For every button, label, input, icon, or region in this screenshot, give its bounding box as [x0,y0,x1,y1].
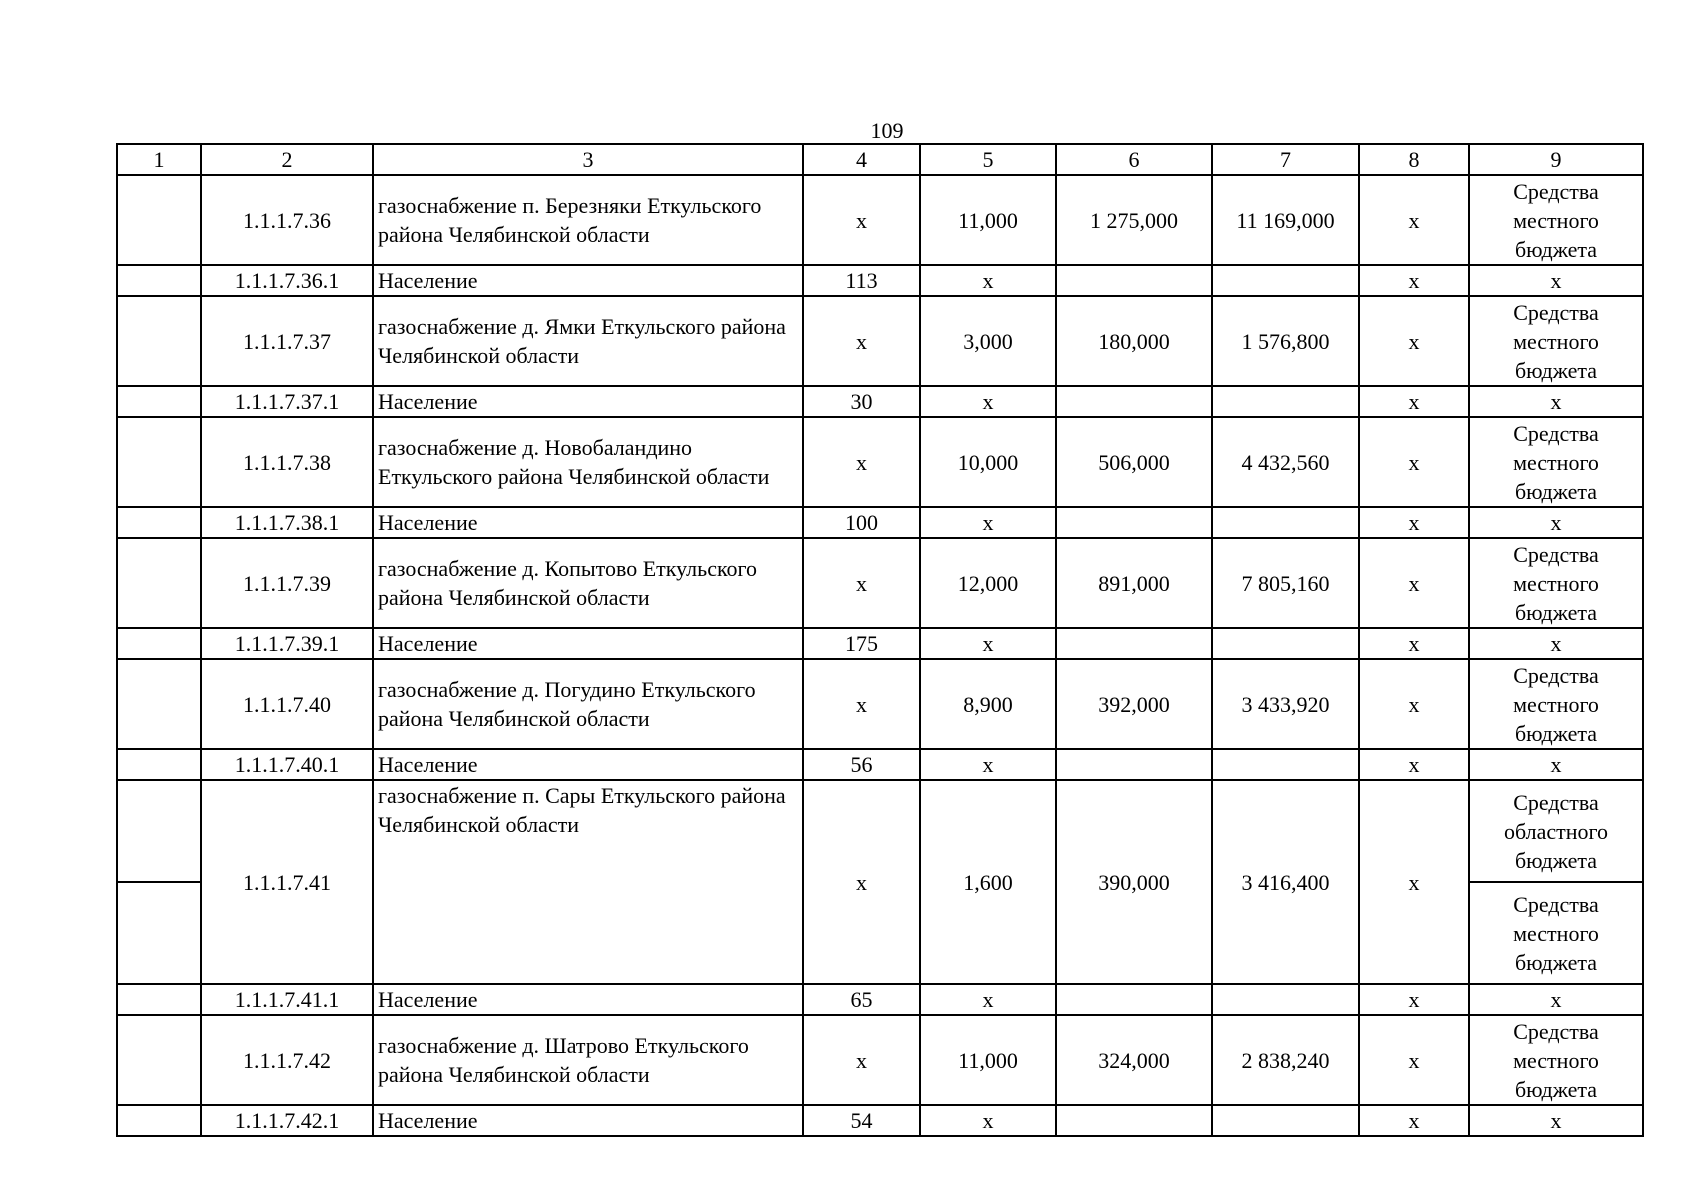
cell-col6 [1056,984,1212,1015]
cell-col6: 1 275,000 [1056,175,1212,265]
col-header-2: 2 [201,144,373,175]
cell-col8: х [1359,628,1469,659]
cell-col6 [1056,386,1212,417]
cell-code: 1.1.1.7.39.1 [201,628,373,659]
cell-col6: 324,000 [1056,1015,1212,1105]
col-header-7: 7 [1212,144,1359,175]
cell-index [117,538,201,628]
cell-index [117,1015,201,1105]
cell-description: газоснабжение д. Копытово Еткульского района Челябинской области [373,538,803,628]
cell-col4: х [803,296,920,386]
cell-code: 1.1.1.7.37 [201,296,373,386]
cell-description: Население [373,386,803,417]
cell-col7 [1212,984,1359,1015]
cell-description: Население [373,749,803,780]
cell-col4: х [803,417,920,507]
cell-code: 1.1.1.7.40 [201,659,373,749]
cell-col5: х [920,386,1056,417]
col-header-8: 8 [1359,144,1469,175]
cell-funding-source: Средства местного бюджета [1469,538,1643,628]
table-row [117,417,1643,507]
cell-code: 1.1.1.7.42 [201,1015,373,1105]
cell-description: Население [373,984,803,1015]
table-row [117,386,1643,417]
cell-col7 [1212,1105,1359,1136]
cell-description: газоснабжение д. Погудино Еткульского района Челябинской области [373,659,803,749]
cell-code: 1.1.1.7.36 [201,175,373,265]
cell-col8: х [1359,265,1469,296]
table-row [117,296,1643,386]
page-number: 109 [870,118,904,143]
cell-col5: 12,000 [920,538,1056,628]
cell-col6: 180,000 [1056,296,1212,386]
cell-col4: х [803,538,920,628]
cell-index [117,417,201,507]
cell-funding-source: х [1469,507,1643,538]
cell-index [117,386,201,417]
col-header-6: 6 [1056,144,1212,175]
table-row [117,659,1643,749]
cell-col4: х [803,659,920,749]
cell-col8: х [1359,296,1469,386]
table-row [117,538,1643,628]
cell-description: Население [373,1105,803,1136]
cell-col8: х [1359,780,1469,984]
cell-col7: 4 432,560 [1212,417,1359,507]
cell-index [117,984,201,1015]
cell-col7 [1212,386,1359,417]
cell-col5: 11,000 [920,175,1056,265]
cell-col8: х [1359,659,1469,749]
cell-col5: х [920,984,1056,1015]
cell-col6 [1056,507,1212,538]
cell-description: Население [373,507,803,538]
table-row [117,749,1643,780]
cell-code: 1.1.1.7.42.1 [201,1105,373,1136]
cell-funding-source: Средства местного бюджета [1469,417,1643,507]
cell-funding-source: Средства местного бюджета [1469,659,1643,749]
cell-col4: 113 [803,265,920,296]
cell-col5: 11,000 [920,1015,1056,1105]
cell-index [117,749,201,780]
table-row [117,1015,1643,1105]
cell-col7 [1212,265,1359,296]
cell-funding-source: х [1469,628,1643,659]
cell-col7 [1212,507,1359,538]
cell-code: 1.1.1.7.39 [201,538,373,628]
cell-col6 [1056,1105,1212,1136]
col-header-9: 9 [1469,144,1643,175]
table-row [117,507,1643,538]
cell-col6 [1056,749,1212,780]
cell-col8: х [1359,417,1469,507]
cell-index [117,265,201,296]
cell-col4: 54 [803,1105,920,1136]
cell-col7 [1212,628,1359,659]
cell-col5: х [920,749,1056,780]
cell-col5: х [920,628,1056,659]
cell-col7: 3 433,920 [1212,659,1359,749]
cell-description: газоснабжение п. Сары Еткульского района Челябинской области [373,780,803,984]
cell-col8: х [1359,749,1469,780]
cell-col5: 3,000 [920,296,1056,386]
cell-col6: 390,000 [1056,780,1212,984]
cell-col6 [1056,628,1212,659]
cell-index [117,628,201,659]
table-row [117,984,1643,1015]
cell-funding-source-local: Средства местного бюджета [1469,882,1643,984]
budget-table [116,143,1644,1137]
cell-col4: 65 [803,984,920,1015]
cell-col4: 30 [803,386,920,417]
cell-col6: 891,000 [1056,538,1212,628]
cell-col7: 7 805,160 [1212,538,1359,628]
cell-col5: 1,600 [920,780,1056,984]
cell-col5: 10,000 [920,417,1056,507]
table-row [117,628,1643,659]
cell-index [117,1105,201,1136]
cell-col4: 100 [803,507,920,538]
cell-col8: х [1359,984,1469,1015]
cell-index [117,780,201,882]
cell-col8: х [1359,386,1469,417]
cell-description: газоснабжение д. Ямки Еткульского района Челябинской области [373,296,803,386]
table-row [117,265,1643,296]
cell-code: 1.1.1.7.38.1 [201,507,373,538]
cell-code: 1.1.1.7.38 [201,417,373,507]
col-header-5: 5 [920,144,1056,175]
cell-col4: х [803,1015,920,1105]
table-row [117,780,1643,882]
cell-funding-source: Средства местного бюджета [1469,296,1643,386]
cell-col7: 3 416,400 [1212,780,1359,984]
cell-index [117,507,201,538]
col-header-3: 3 [373,144,803,175]
cell-index [117,659,201,749]
cell-col7 [1212,749,1359,780]
col-header-1: 1 [117,144,201,175]
cell-funding-source-regional: Средства областного бюджета [1469,780,1643,882]
cell-col5: х [920,507,1056,538]
cell-col5: 8,900 [920,659,1056,749]
cell-col4: х [803,175,920,265]
cell-code: 1.1.1.7.41.1 [201,984,373,1015]
cell-col7: 1 576,800 [1212,296,1359,386]
cell-col4: 56 [803,749,920,780]
header-row [117,144,1643,175]
cell-col5: х [920,265,1056,296]
table-row [117,1105,1643,1136]
cell-col7: 11 169,000 [1212,175,1359,265]
col-header-4: 4 [803,144,920,175]
cell-description: газоснабжение д. Шатрово Еткульского района Челябинской области [373,1015,803,1105]
cell-col5: х [920,1105,1056,1136]
cell-funding-source: х [1469,1105,1643,1136]
cell-col6 [1056,265,1212,296]
cell-description: газоснабжение п. Березняки Еткульского района Челябинской области [373,175,803,265]
cell-col4: 175 [803,628,920,659]
cell-col6: 506,000 [1056,417,1212,507]
cell-index [117,882,201,984]
cell-col8: х [1359,507,1469,538]
cell-col4: х [803,780,920,984]
cell-funding-source: Средства местного бюджета [1469,175,1643,265]
cell-funding-source: х [1469,984,1643,1015]
cell-description: Население [373,628,803,659]
cell-code: 1.1.1.7.41 [201,780,373,984]
cell-index [117,296,201,386]
cell-description: газоснабжение д. Новобаландино Еткульского района Челябинской области [373,417,803,507]
table-row [117,175,1643,265]
cell-col6: 392,000 [1056,659,1212,749]
cell-col7: 2 838,240 [1212,1015,1359,1105]
cell-funding-source: х [1469,265,1643,296]
cell-funding-source: х [1469,749,1643,780]
cell-col8: х [1359,175,1469,265]
cell-index [117,175,201,265]
cell-description: Население [373,265,803,296]
cell-code: 1.1.1.7.36.1 [201,265,373,296]
cell-funding-source: Средства местного бюджета [1469,1015,1643,1105]
cell-code: 1.1.1.7.40.1 [201,749,373,780]
cell-code: 1.1.1.7.37.1 [201,386,373,417]
cell-col8: х [1359,1105,1469,1136]
cell-col8: х [1359,538,1469,628]
cell-col8: х [1359,1015,1469,1105]
cell-funding-source: х [1469,386,1643,417]
